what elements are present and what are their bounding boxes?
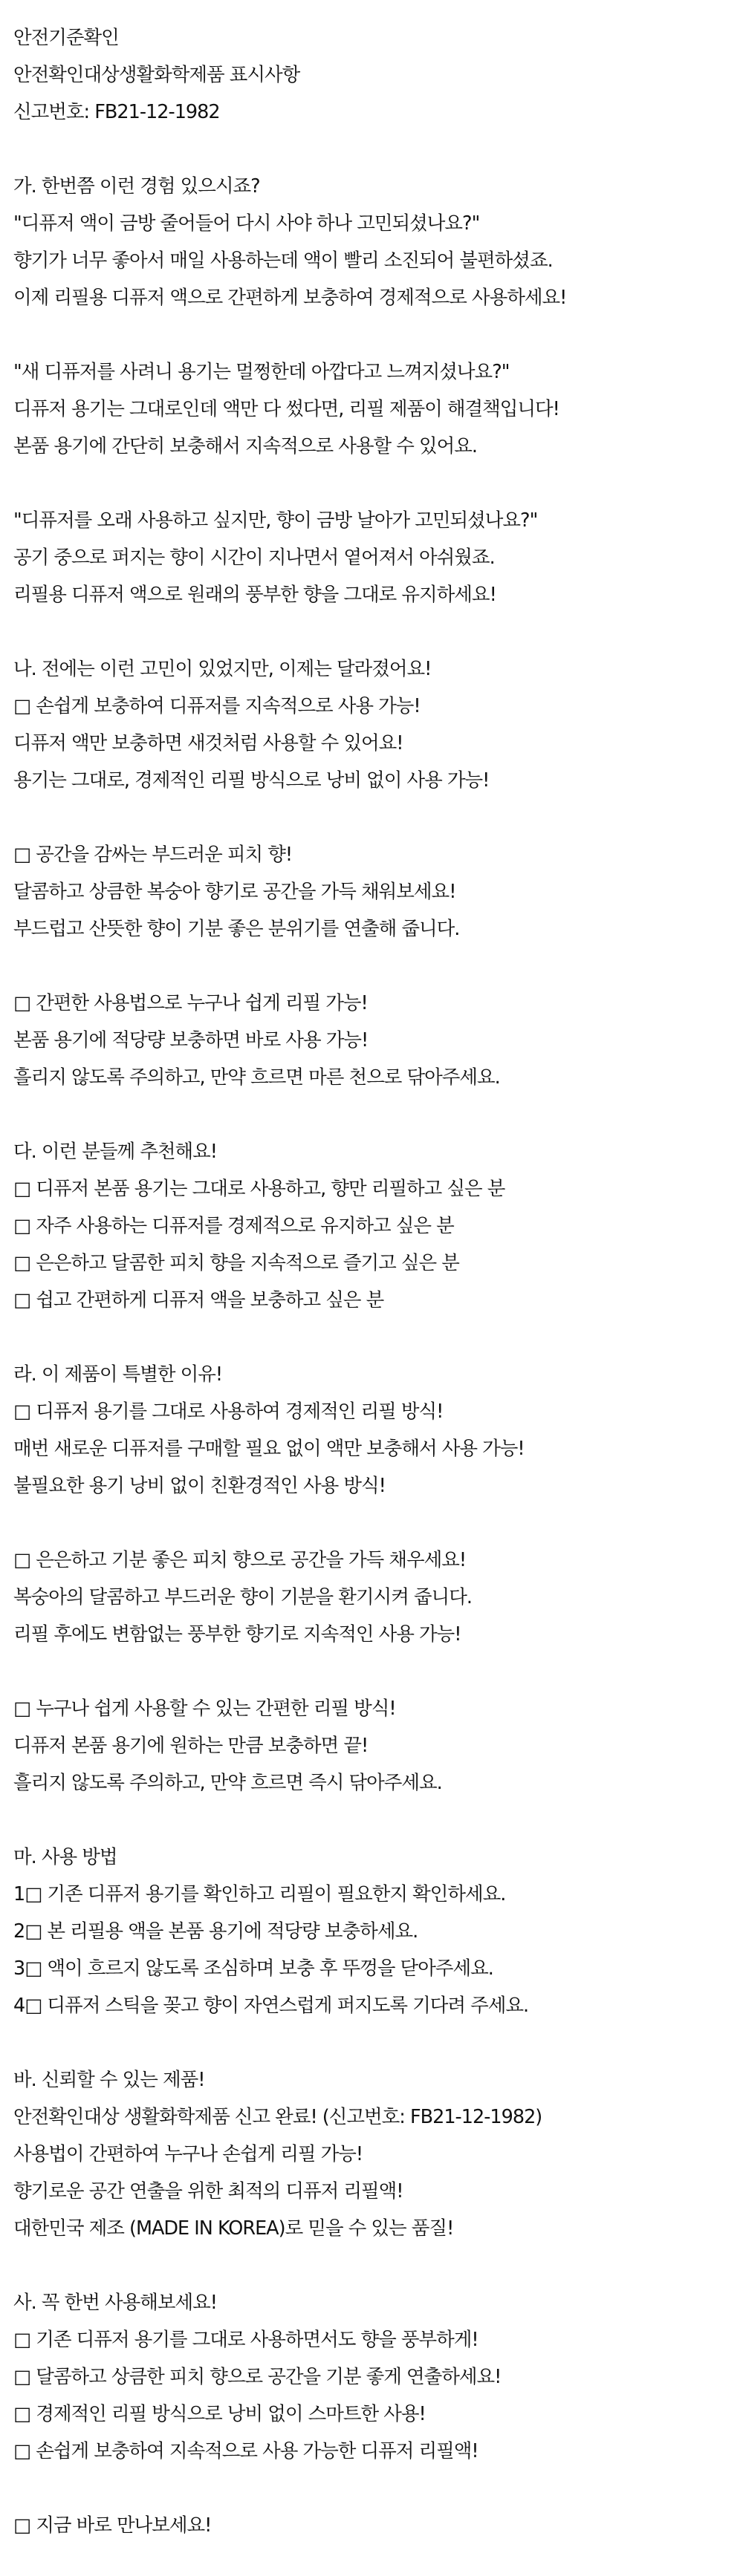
- usage-step: 3□ 액이 흐르지 않도록 조심하며 보충 후 뚜껑을 닫아주세요.: [13, 1957, 493, 1980]
- text-line: 향기가 너무 좋아서 매일 사용하는데 액이 빨리 소진되어 불편하셨죠.: [13, 250, 553, 272]
- section-heading-da: 다. 이런 분들께 추천해요!: [13, 1141, 217, 1163]
- point-title: □ 손쉽게 보충하여 디퓨저를 지속적으로 사용 가능!: [13, 695, 421, 717]
- section-heading-na: 나. 전에는 이런 고민이 있었지만, 이제는 달라졌어요!: [13, 658, 432, 680]
- doc-title: 안전기준확인: [13, 27, 119, 49]
- spacer: [13, 2247, 743, 2284]
- doc-subtitle: 안전확인대상생활화학제품 표시사항: [13, 64, 300, 86]
- text-line: 리필용 디퓨저 액으로 원래의 풍부한 향을 그대로 유지하세요!: [13, 584, 496, 606]
- text-line: 디퓨저 용기는 그대로인데 액만 다 썼다면, 리필 제품이 해결책입니다!: [13, 398, 559, 420]
- spacer: [13, 2024, 743, 2061]
- usage-step: 4□ 디퓨저 스틱을 꽂고 향이 자연스럽게 퍼지도록 기다려 주세요.: [13, 1995, 529, 2017]
- spacer: [13, 316, 743, 353]
- text-line: 리필 후에도 변함없는 풍부한 향기로 지속적인 사용 가능!: [13, 1623, 461, 1646]
- spacer: [13, 1653, 743, 1690]
- text-line: 디퓨저 액만 보충하면 새것처럼 사용할 수 있어요!: [13, 732, 403, 754]
- list-item: 안전확인대상 생활화학제품 신고 완료! (신고번호: FB21-12-1982): [13, 2106, 542, 2128]
- spacer: [13, 799, 743, 836]
- list-item: □ 달콤하고 상큼한 피치 향으로 공간을 기분 좋게 연출하세요!: [13, 2366, 502, 2388]
- section-heading-ma: 마. 사용 방법: [13, 1846, 117, 1868]
- usage-step: 2□ 본 리필용 액을 본품 용기에 적당량 보충하세요.: [13, 1920, 418, 1943]
- text-line: 본품 용기에 간단히 보충해서 지속적으로 사용할 수 있어요.: [13, 435, 478, 457]
- text-line: 복숭아의 달콤하고 부드러운 향이 기분을 환기시켜 줍니다.: [13, 1586, 472, 1608]
- list-item: □ 디퓨저 본품 용기는 그대로 사용하고, 향만 리필하고 싶은 분: [13, 1178, 505, 1200]
- spacer: [13, 613, 743, 650]
- question-3: "디퓨저를 오래 사용하고 싶지만, 향이 금방 날아가 고민되셨나요?": [13, 509, 538, 532]
- point-title: □ 간편한 사용법으로 누구나 쉽게 리필 가능!: [13, 992, 368, 1014]
- report-number: 신고번호: FB21-12-1982: [13, 101, 220, 123]
- closing-line: □ 지금 바로 만나보세요!: [13, 2514, 212, 2537]
- list-item: □ 쉽고 간편하게 디퓨저 액을 보충하고 싶은 분: [13, 1289, 384, 1311]
- point-title: □ 공간을 감싸는 부드러운 피치 향!: [13, 844, 293, 866]
- spacer: [13, 465, 743, 502]
- text-line: 부드럽고 산뜻한 향이 기분 좋은 분위기를 연출해 줍니다.: [13, 918, 460, 940]
- text-line: 이제 리필용 디퓨저 액으로 간편하게 보충하여 경제적으로 사용하세요!: [13, 287, 567, 309]
- section-heading-ba: 바. 신뢰할 수 있는 제품!: [13, 2069, 205, 2091]
- usage-step: 1□ 기존 디퓨저 용기를 확인하고 리필이 필요한지 확인하세요.: [13, 1883, 506, 1905]
- text-line: 달콤하고 상큼한 복숭아 향기로 공간을 가득 채워보세요!: [13, 881, 456, 903]
- section-heading-ga: 가. 한번쯤 이런 경험 있으시죠?: [13, 175, 260, 198]
- list-item: 사용법이 간편하여 누구나 손쉽게 리필 가능!: [13, 2143, 363, 2165]
- list-item: □ 경제적인 리필 방식으로 낭비 없이 스마트한 사용!: [13, 2403, 426, 2425]
- spacer: [13, 1096, 743, 1133]
- list-item: □ 기존 디퓨저 용기를 그대로 사용하면서도 향을 풍부하게!: [13, 2329, 478, 2351]
- text-line: 디퓨저 본품 용기에 원하는 만큼 보충하면 끝!: [13, 1735, 369, 1757]
- text-line: 용기는 그대로, 경제적인 리필 방식으로 낭비 없이 사용 가능!: [13, 769, 490, 792]
- question-1: "디퓨저 액이 금방 줄어들어 다시 사야 하나 고민되셨나요?": [13, 212, 480, 235]
- question-2: "새 디퓨저를 사려니 용기는 멀쩡한데 아깝다고 느껴지셨나요?": [13, 361, 510, 383]
- text-line: 공기 중으로 퍼지는 향이 시간이 지나면서 옅어져서 아쉬웠죠.: [13, 547, 495, 569]
- list-item: 향기로운 공간 연출을 위한 최적의 디퓨저 리필액!: [13, 2180, 403, 2202]
- spacer: [13, 948, 743, 985]
- text-line: 흘리지 않도록 주의하고, 만약 흐르면 마른 천으로 닦아주세요.: [13, 1066, 500, 1089]
- spacer: [13, 131, 743, 168]
- list-item: 대한민국 제조 (MADE IN KOREA)로 믿을 수 있는 품질!: [13, 2217, 454, 2240]
- point-title: □ 은은하고 기분 좋은 피치 향으로 공간을 가득 채우세요!: [13, 1549, 467, 1571]
- point-title: □ 누구나 쉽게 사용할 수 있는 간편한 리필 방식!: [13, 1698, 396, 1720]
- spacer: [13, 2470, 743, 2507]
- spacer: [13, 1801, 743, 1839]
- text-line: 본품 용기에 적당량 보충하면 바로 사용 가능!: [13, 1029, 369, 1051]
- point-title: □ 디퓨저 용기를 그대로 사용하여 경제적인 리필 방식!: [13, 1401, 444, 1423]
- text-line: 매번 새로운 디퓨저를 구매할 필요 없이 액만 보충해서 사용 가능!: [13, 1438, 525, 1460]
- text-line: 불필요한 용기 낭비 없이 친환경적인 사용 방식!: [13, 1475, 386, 1497]
- spacer: [13, 1504, 743, 1542]
- list-item: □ 손쉽게 보충하여 지속적으로 사용 가능한 디퓨저 리필액!: [13, 2440, 478, 2462]
- list-item: □ 은은하고 달콤한 피치 향을 지속적으로 즐기고 싶은 분: [13, 1252, 459, 1274]
- list-item: □ 자주 사용하는 디퓨저를 경제적으로 유지하고 싶은 분: [13, 1215, 454, 1237]
- spacer: [13, 1319, 743, 1356]
- text-line: 흘리지 않도록 주의하고, 만약 흐르면 즉시 닦아주세요.: [13, 1772, 442, 1794]
- section-heading-sa: 사. 꼭 한번 사용해보세요!: [13, 2292, 217, 2314]
- section-heading-ra: 라. 이 제품이 특별한 이유!: [13, 1363, 223, 1386]
